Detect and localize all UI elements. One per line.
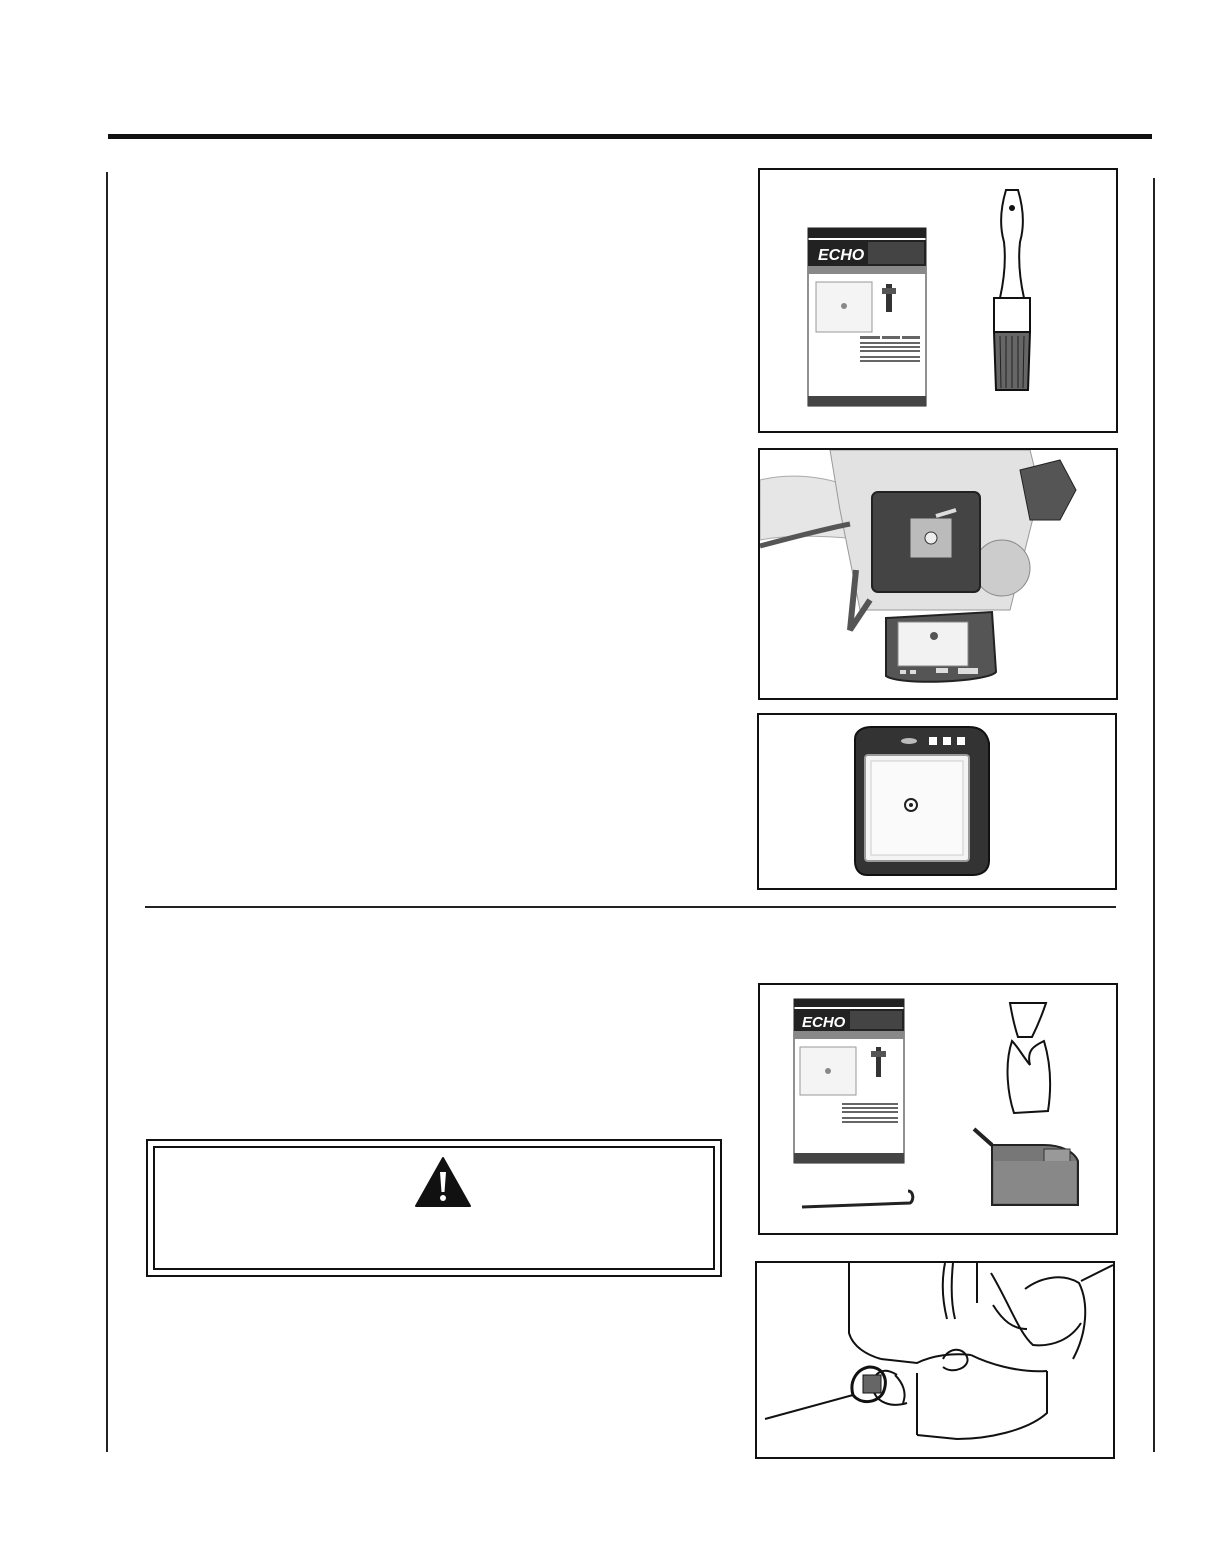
- engine-illustration: [760, 450, 1116, 698]
- warning-triangle-icon: [414, 1156, 472, 1208]
- figure-fuel-filter-kit: [758, 983, 1118, 1235]
- figure-air-filter-in-cover: [757, 713, 1117, 890]
- filter-cover-illustration: [759, 715, 1115, 888]
- figure-fuel-filter-removal: [755, 1261, 1115, 1459]
- header-rule: [108, 134, 1152, 139]
- left-margin-rule: [106, 172, 108, 1452]
- warning-inner-frame: [153, 1146, 715, 1270]
- section-divider: [145, 906, 1116, 908]
- fuel-tank-illustration: [757, 1263, 1113, 1457]
- echo-logo: ECHO: [802, 1014, 846, 1031]
- figure-air-filter-kit: [758, 168, 1118, 433]
- echo-logo: ECHO: [818, 247, 865, 264]
- right-margin-rule: [1153, 178, 1155, 1452]
- figure-air-cleaner-open: [758, 448, 1118, 700]
- air-filter-kit-illustration: [760, 170, 1116, 431]
- warning-box: [146, 1139, 722, 1277]
- fuel-filter-kit-illustration: [760, 985, 1116, 1233]
